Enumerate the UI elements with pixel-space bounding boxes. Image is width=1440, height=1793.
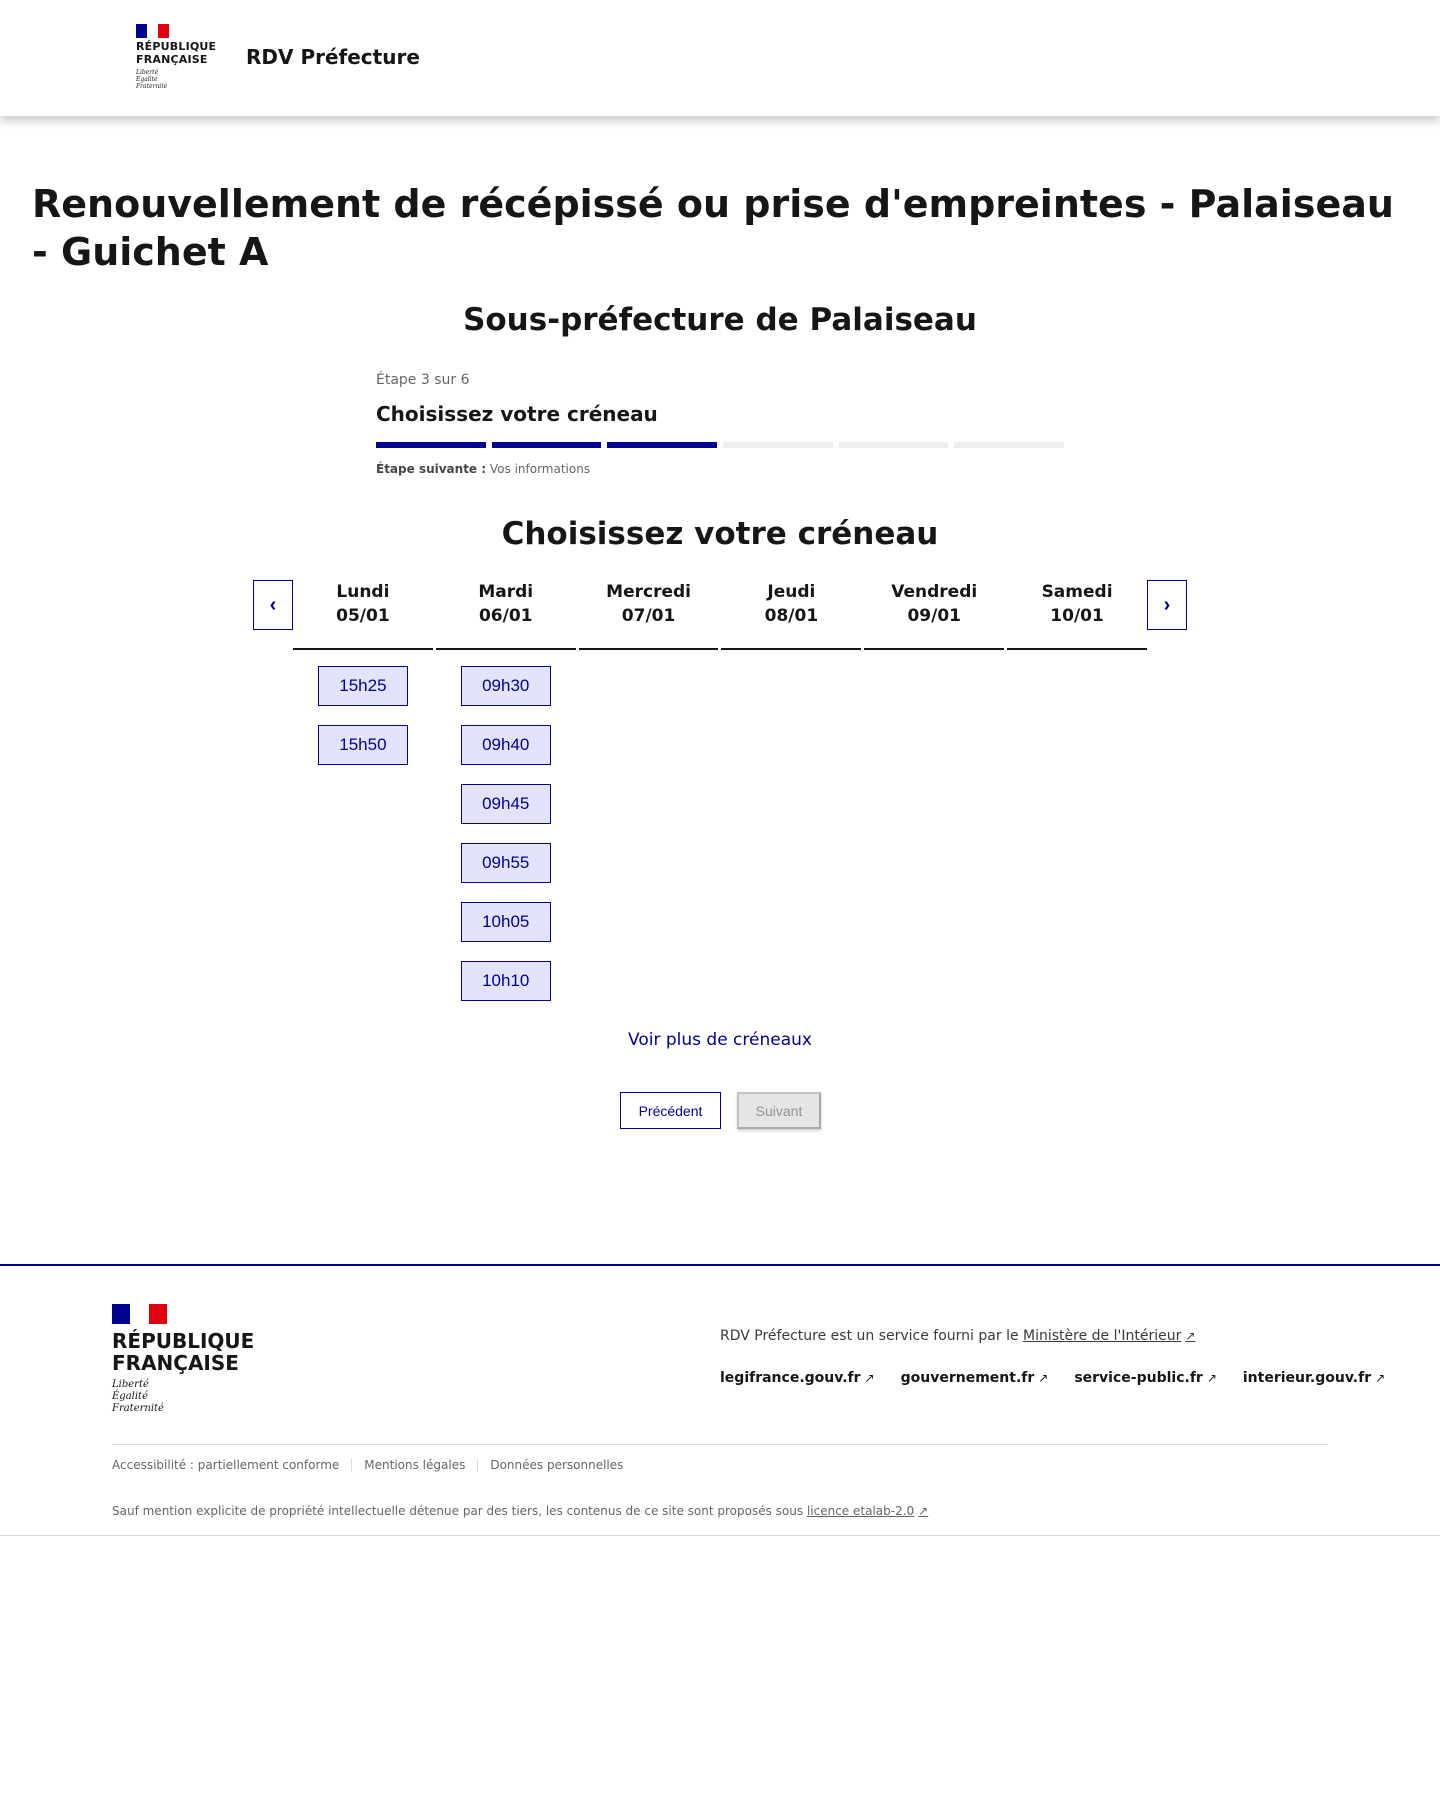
slot-list — [293, 650, 433, 765]
logo-text — [136, 40, 216, 66]
footer-motto-fraternite: Fraternité — [112, 1403, 164, 1414]
page-title: Renouvellement de récépissé ou prise d'empreintes - Palaiseau - Guichet A — [32, 182, 1394, 274]
footer-link-label: legifrance.gouv.fr — [720, 1370, 861, 1386]
ministere-link[interactable] — [1023, 1328, 1195, 1344]
footer-link[interactable] — [720, 1370, 875, 1386]
stepper-state: Étape 3 sur 6 — [376, 372, 470, 388]
day-date: 07/01 — [621, 606, 676, 626]
day-column — [721, 580, 861, 1001]
footer-bottom-link[interactable]: Données personnelles — [477, 1458, 635, 1472]
footer-motto-liberte: Liberté — [112, 1379, 149, 1390]
motto-fraternite: Fraternité — [136, 83, 168, 90]
time-slot-button[interactable]: 09h45 — [461, 784, 551, 824]
next-week-button[interactable] — [1147, 580, 1187, 630]
footer-link[interactable] — [901, 1370, 1049, 1386]
license-text: Sauf mention explicite de propriété intellectuelle détenue par des tiers, les contenus de ce site sont proposés sous — [112, 1504, 804, 1518]
stepper-segment — [492, 442, 602, 448]
day-name: Vendredi — [891, 582, 978, 602]
external-link-icon: ↗ — [1185, 1329, 1196, 1343]
license-link-label: licence etalab-2.0 — [806, 1504, 915, 1518]
time-slot-button[interactable]: 10h10 — [461, 961, 551, 1001]
day-header — [864, 580, 1004, 650]
stepper-segment — [954, 442, 1064, 448]
marianne-flag-icon — [136, 24, 169, 38]
logo-motto — [136, 69, 216, 90]
external-link-icon: ↗ — [1038, 1371, 1049, 1385]
chevron-right-icon: › — [1163, 593, 1171, 616]
day-column — [293, 580, 433, 1001]
day-date: 06/01 — [478, 606, 533, 626]
motto-egalite: Égalité — [136, 76, 158, 83]
logo-line-2: FRANÇAISE — [136, 53, 208, 66]
chevron-left-icon: ‹ — [269, 593, 277, 616]
footer-links — [720, 1370, 1385, 1386]
day-name: Mardi — [478, 582, 534, 602]
republique-francaise-logo[interactable] — [136, 24, 216, 90]
logo-line-1: RÉPUBLIQUE — [136, 40, 217, 53]
day-column — [1007, 580, 1147, 1001]
footer-link[interactable] — [1074, 1370, 1217, 1386]
day-header — [436, 580, 576, 650]
form-actions — [620, 1092, 821, 1129]
day-date: 08/01 — [764, 606, 819, 626]
day-name: Jeudi — [767, 582, 816, 602]
marianne-flag-icon — [112, 1304, 167, 1324]
previous-button[interactable]: Précédent — [620, 1092, 721, 1129]
day-name: Mercredi — [606, 582, 691, 602]
previous-week-button[interactable] — [253, 580, 293, 630]
more-slots-link[interactable]: Voir plus de créneaux — [628, 1030, 812, 1050]
slot-list — [436, 650, 576, 1001]
external-link-icon: ↗ — [918, 1504, 929, 1518]
stepper-segment — [607, 442, 717, 448]
day-header — [721, 580, 861, 650]
footer-bottom-link[interactable]: Mentions légales — [351, 1458, 477, 1472]
footer-bottom-link[interactable]: Accessibilité : partiellement conforme — [112, 1458, 340, 1472]
footer-republique-francaise-logo[interactable] — [112, 1304, 254, 1415]
stepper-segment — [723, 442, 833, 448]
footer-link-label: interieur.gouv.fr — [1242, 1370, 1372, 1386]
ministere-link-label: Ministère de l'Intérieur — [1023, 1328, 1182, 1344]
day-name: Samedi — [1041, 582, 1113, 602]
time-slot-button[interactable]: 10h05 — [461, 902, 551, 942]
day-header — [1007, 580, 1147, 650]
stepper-progress — [376, 442, 1064, 448]
day-date: 10/01 — [1050, 606, 1104, 626]
footer-link-label: gouvernement.fr — [900, 1370, 1035, 1386]
day-column — [864, 580, 1004, 1001]
external-link-icon: ↗ — [1375, 1371, 1386, 1385]
day-name: Lundi — [336, 582, 390, 602]
next-button[interactable]: Suivant — [737, 1092, 821, 1129]
slot-list — [579, 650, 719, 666]
day-date: 05/01 — [336, 606, 390, 626]
day-column — [579, 580, 719, 1001]
footer-motto-egalite: Égalité — [112, 1391, 148, 1402]
slot-list — [1007, 650, 1147, 666]
footer-divider — [112, 1444, 1328, 1445]
footer-link[interactable] — [1243, 1370, 1385, 1386]
day-header — [579, 580, 719, 650]
time-slot-button[interactable]: 09h30 — [461, 666, 551, 706]
time-slot-button[interactable]: 09h55 — [461, 843, 551, 883]
footer-description-text: RDV Préfecture est un service fourni par le — [720, 1328, 1019, 1344]
footer-logo-line-1: RÉPUBLIQUE — [112, 1329, 255, 1353]
stepper-segment — [376, 442, 486, 448]
calendar-days — [293, 580, 1147, 1001]
time-slot-button[interactable]: 09h40 — [461, 725, 551, 765]
page-subtitle: Sous-préfecture de Palaiseau — [463, 302, 977, 338]
site-header — [0, 0, 1440, 116]
slot-list — [721, 650, 861, 666]
footer-description — [720, 1328, 1195, 1344]
footer-logo-line-2: FRANÇAISE — [112, 1351, 239, 1375]
time-slot-button[interactable]: 15h50 — [318, 725, 408, 765]
footer-link-label: service-public.fr — [1074, 1370, 1203, 1386]
site-footer — [0, 1264, 1440, 1536]
day-header — [293, 580, 433, 650]
footer-logo-motto — [112, 1379, 254, 1415]
day-date: 09/01 — [907, 606, 961, 626]
external-link-icon: ↗ — [1206, 1371, 1217, 1385]
time-slot-button[interactable]: 15h25 — [318, 666, 408, 706]
stepper-next-label: Étape suivante : — [376, 462, 487, 476]
footer-bottom-links — [112, 1458, 635, 1472]
stepper-next-value: Vos informations — [489, 462, 591, 476]
day-column — [436, 580, 576, 1001]
stepper-segment — [839, 442, 949, 448]
footer-license — [112, 1504, 928, 1518]
stepper — [376, 372, 1064, 476]
footer-logo-text — [112, 1330, 254, 1374]
external-link-icon: ↗ — [864, 1371, 875, 1385]
license-link[interactable] — [807, 1504, 928, 1518]
stepper-title: Choisissez votre créneau — [376, 402, 658, 426]
slot-list — [864, 650, 1004, 666]
stepper-next-step — [376, 462, 1064, 476]
slot-section-title: Choisissez votre créneau — [501, 516, 939, 552]
motto-liberte: Liberté — [136, 69, 159, 76]
service-title[interactable]: RDV Préfecture — [246, 45, 420, 69]
